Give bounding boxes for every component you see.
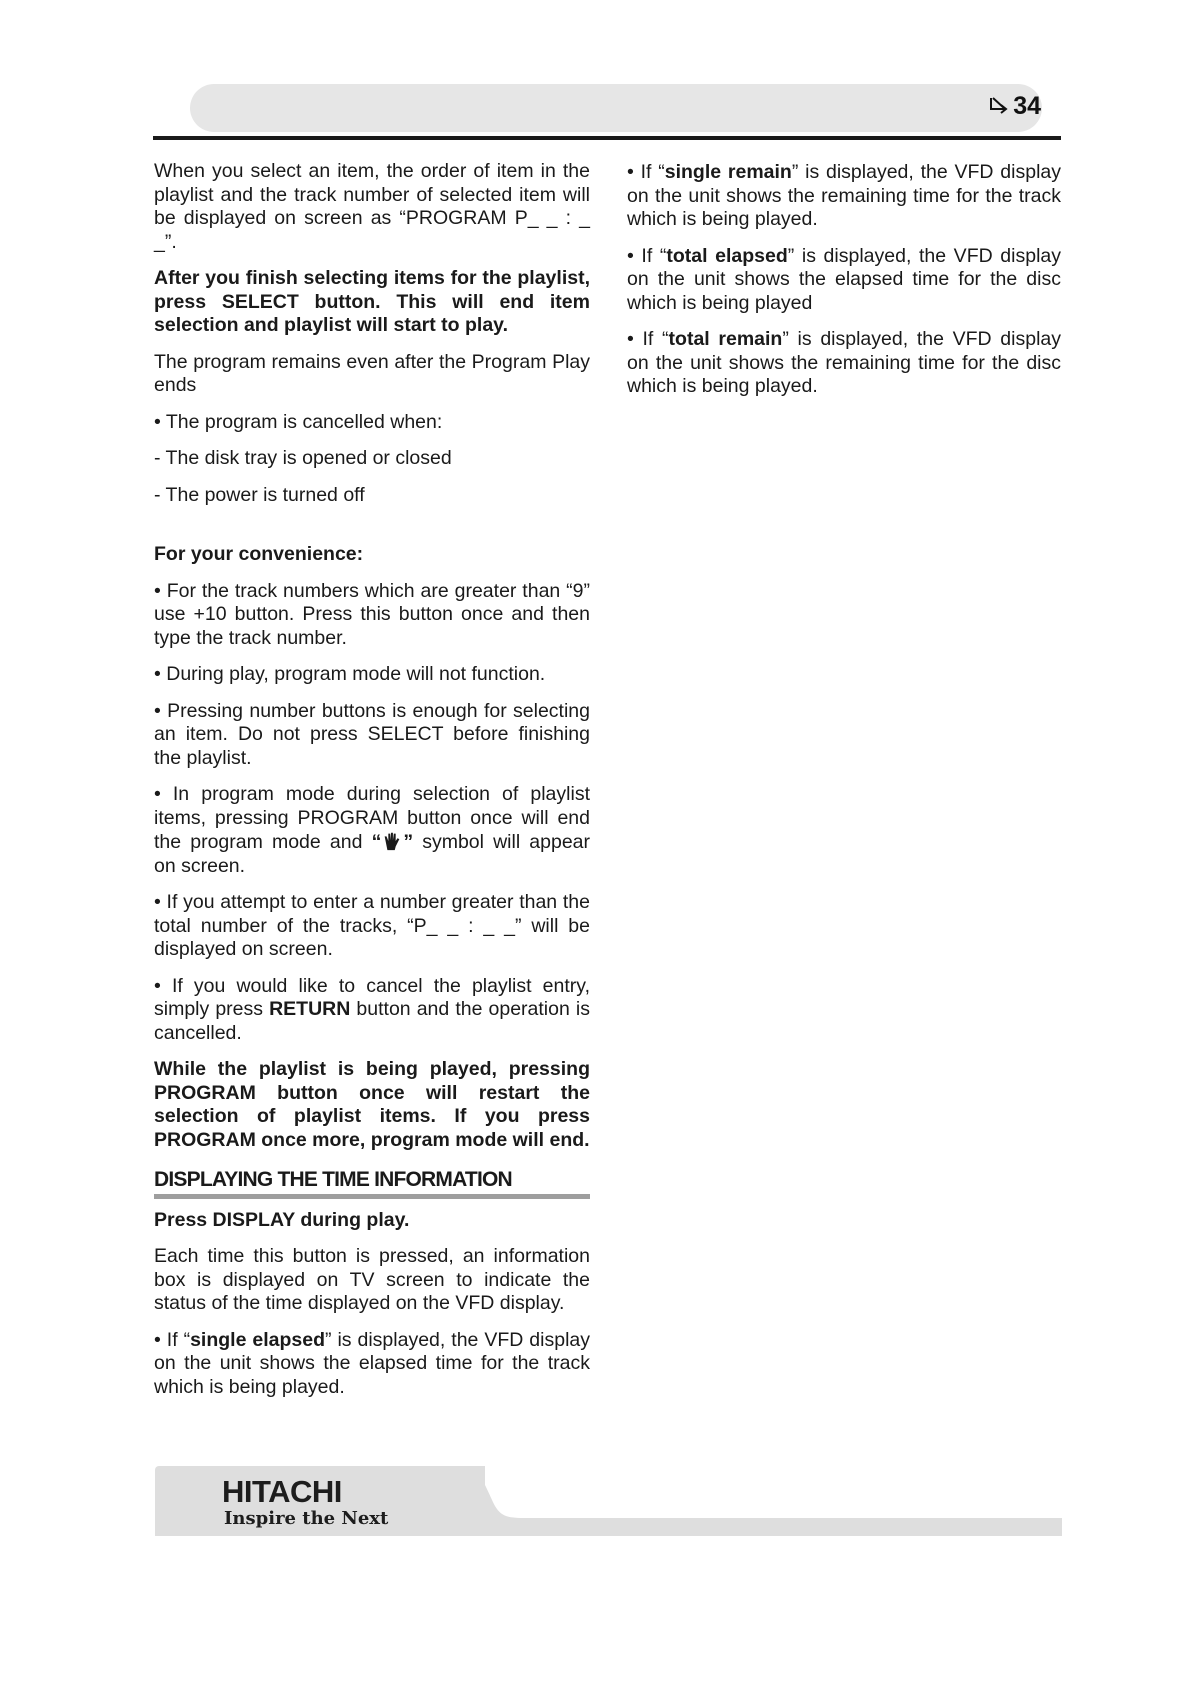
bullet-item: • Pressing number buttons is enough for selecting an item. Do not press SELECT before finishing the playlist. bbox=[154, 699, 590, 769]
open-quote: “ bbox=[371, 831, 382, 853]
bullet-item: • The program is cancelled when: bbox=[154, 410, 443, 433]
bullet-text: • If you would like to cancel the playlist entry, simply press bbox=[154, 974, 590, 1020]
bullet-bold: total elapsed bbox=[666, 244, 788, 267]
right-column bbox=[627, 161, 1061, 412]
dash-item: - The disk tray is opened or closed bbox=[154, 447, 452, 469]
hand-icon bbox=[381, 830, 403, 852]
close-quote: ” bbox=[403, 831, 414, 853]
bullet-text: • If “ bbox=[627, 328, 669, 350]
dash-item: - The power is turned off bbox=[154, 483, 365, 506]
subheading: For your convenience: bbox=[154, 543, 364, 565]
left-column bbox=[154, 160, 590, 1412]
bullet-text: ” is displayed, the VFD display on the unit shows the remaining time for the disc which is being played. bbox=[627, 328, 1062, 397]
subheading: Press DISPLAY during play. bbox=[154, 1208, 410, 1231]
bullet-item bbox=[154, 783, 590, 878]
bullet-bold: single remain bbox=[664, 161, 792, 183]
bullet-item: • During play, program mode will not function. bbox=[154, 663, 546, 685]
brand-logo: HITACHI bbox=[222, 1474, 342, 1509]
bullet-item bbox=[154, 975, 590, 1046]
bullet-text: ” is displayed, the VFD display on the unit shows the elapsed time for the disc which is being played bbox=[627, 244, 1061, 314]
bullet-item bbox=[627, 328, 1061, 399]
bullet-text: • If “ bbox=[627, 244, 667, 267]
page-number bbox=[987, 92, 1041, 121]
bullet-bold: single elapsed bbox=[190, 1328, 326, 1351]
header-bar bbox=[190, 84, 1042, 132]
paragraph: Each time this button is pressed, an information box is displayed on TV screen to indicate the status of the time displayed on the VFD display. bbox=[154, 1245, 590, 1314]
page-number-text: 34 bbox=[1013, 92, 1041, 120]
bullet-item: • For the track numbers which are greater than “9” use +10 button. Press this button once and then type the track number. bbox=[154, 579, 590, 649]
bullet-item bbox=[154, 1329, 590, 1400]
bullet-text: symbol will appear on screen. bbox=[154, 831, 591, 877]
bullet-item bbox=[627, 161, 1061, 232]
footer-tab-curve bbox=[440, 1466, 530, 1536]
paragraph-bold: After you finish selecting items for the playlist, press SELECT button. This will end item selection and playlist will start to play. bbox=[154, 267, 590, 336]
header-rule bbox=[153, 136, 1061, 140]
bullet-text: ” is displayed, the VFD display on the unit shows the remaining time for the track which is being played. bbox=[627, 161, 1061, 230]
bullet-bold: total remain bbox=[668, 328, 783, 350]
bullet-text: button and the operation is cancelled. bbox=[154, 998, 590, 1044]
bullet-text: • In program mode during selection of playlist items, pressing PROGRAM button once will end the program mode and bbox=[154, 783, 590, 853]
bullet-item: • If you attempt to enter a number greater than the total number of the tracks, “P_ _ : _ _” will be displayed on screen. bbox=[154, 891, 590, 960]
bullet-text: • If “ bbox=[627, 161, 665, 183]
section-heading: DISPLAYING THE TIME INFORMATION bbox=[154, 1168, 590, 1199]
brand-tagline: Inspire the Next bbox=[224, 1508, 389, 1529]
paragraph: When you select an item, the order of item in the playlist and the track number of selected item will be displayed on screen as “PROGRAM P_ _ : _ _”. bbox=[154, 160, 590, 253]
bullet-text: ” is displayed, the VFD display on the unit shows the elapsed time for the track which is being played. bbox=[154, 1328, 590, 1398]
bullet-item bbox=[627, 245, 1061, 316]
bullet-text: • If “ bbox=[154, 1328, 191, 1351]
arrow-turn-icon bbox=[987, 95, 1011, 119]
paragraph: The program remains even after the Program Play ends bbox=[154, 350, 590, 396]
bullet-bold: RETURN bbox=[269, 998, 351, 1020]
paragraph-bold: While the playlist is being played, pressing PROGRAM button once will restart the selection of playlist items. If you press PROGRAM once more, program mode will end. bbox=[154, 1058, 590, 1151]
